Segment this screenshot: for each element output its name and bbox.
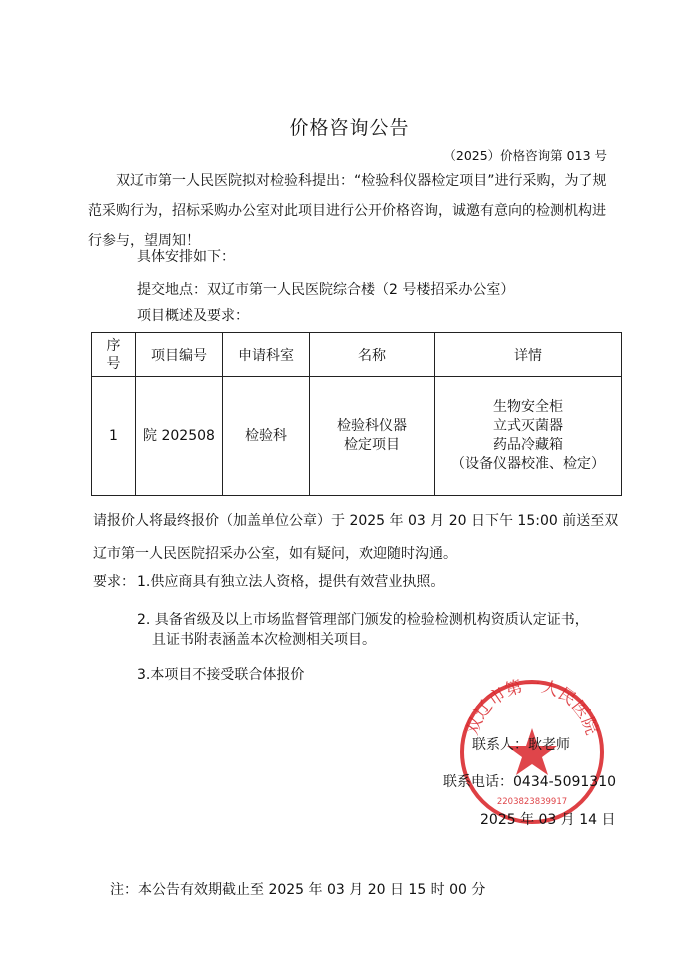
detail-item: 立式灭菌器: [493, 418, 563, 434]
requirement-1: 1.供应商具有独立法人资格，提供有效营业执照。: [137, 574, 445, 590]
arrangement-heading: 具体安排如下：: [137, 249, 235, 265]
header-project-code: 项目编号: [136, 333, 223, 377]
validity-note: 注：本公告有效期截止至 2025 年 03 月 20 日 15 时 00 分: [110, 882, 486, 898]
cell-name-line-2: 检定项目: [344, 437, 400, 453]
header-details: 详情: [435, 333, 622, 377]
detail-item: （设备仪器校准、检定）: [451, 456, 605, 472]
header-seq-line-1: 序: [106, 337, 121, 354]
requirement-2-line-1: 2. 具备省级及以上市场监督管理部门颁发的检验检测机构资质认定证书，: [137, 612, 589, 628]
header-seq: [92, 333, 136, 377]
submit-location: 提交地点：双辽市第一人民医院综合楼（2 号楼招采办公室）: [137, 282, 515, 298]
detail-item: 药品冷藏箱: [493, 437, 563, 453]
deadline-line-2: 辽市第一人民医院招采办公室，如有疑问，欢迎随时沟通。: [93, 546, 457, 562]
seal-text: 双辽市第一人民医院: [462, 676, 602, 738]
contact-phone: 联系电话：0434-5091310: [443, 774, 617, 790]
cell-department: 检验科: [223, 377, 310, 496]
project-table: [91, 332, 622, 496]
table-row: [92, 377, 622, 496]
header-name: 名称: [310, 333, 435, 377]
cell-details: [435, 377, 622, 496]
cell-name: [310, 377, 435, 496]
cell-project-code: 院 202508: [136, 377, 223, 496]
project-overview-label: 项目概述及要求：: [137, 308, 249, 324]
table-header-row: [92, 333, 622, 377]
header-seq-line-2: 号: [106, 355, 121, 372]
publish-date: 2025 年 03 月 14 日: [480, 812, 616, 828]
detail-item: 生物安全柜: [493, 399, 563, 415]
document-number: （2025）价格咨询第 013 号: [443, 148, 607, 163]
deadline-line-1: 请报价人将最终报价（加盖单位公章）于 2025 年 03 月 20 日下午 15:00 前送至双: [93, 513, 619, 529]
requirement-3: 3.本项目不接受联合体报价: [137, 667, 305, 683]
requirement-2-line-2: 且证书附表涵盖本次检测相关项目。: [152, 632, 376, 648]
intro-paragraph: 双辽市第一人民医院拟对检验科提出：“检验科仪器检定项目”进行采购，为了规范采购行为，招标采购办公室对此项目进行公开价格咨询，诚邀有意向的检测机构进行参与，望周知！: [88, 173, 607, 249]
seal-number: 2203823839917: [496, 797, 568, 807]
cell-name-line-1: 检验科仪器: [337, 418, 407, 434]
header-department: 申请科室: [223, 333, 310, 377]
page-title: 价格咨询公告: [289, 117, 410, 139]
requirements-label: 要求：: [93, 574, 135, 590]
contact-person: 联系人：耿老师: [472, 737, 570, 753]
cell-seq: 1: [92, 377, 136, 496]
